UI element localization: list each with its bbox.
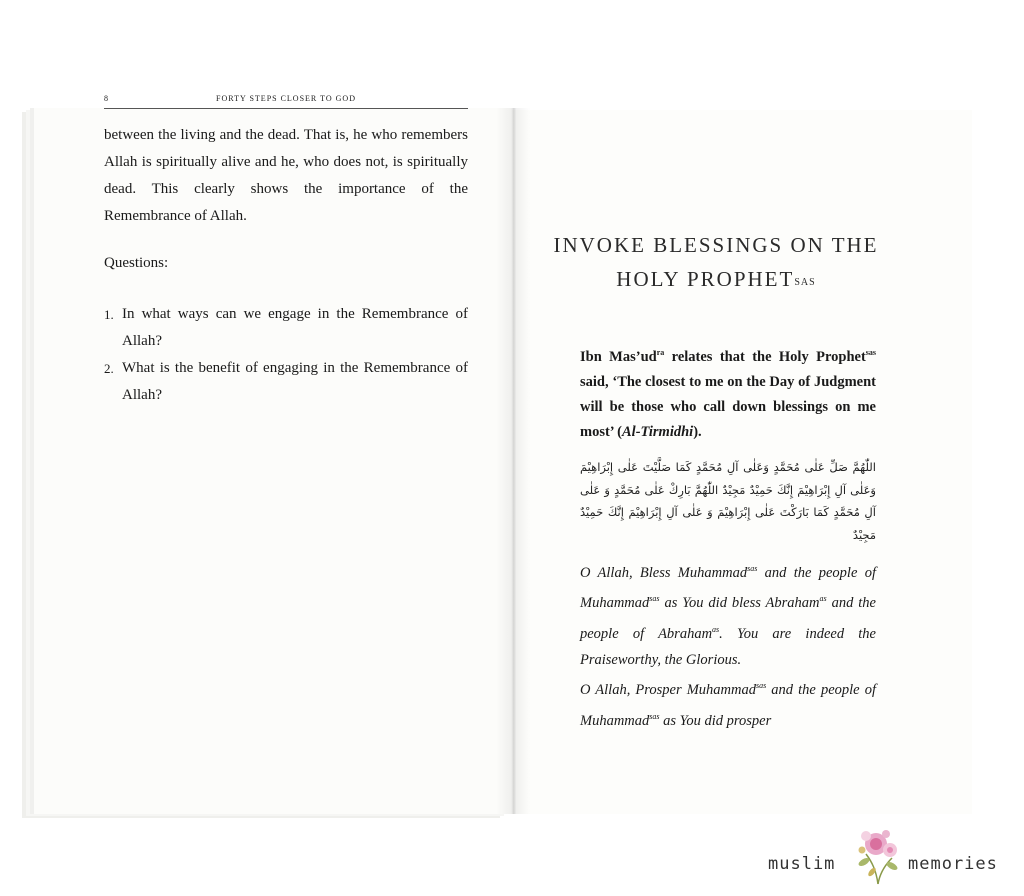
questions-list [104, 301, 468, 409]
translation-text: as You did bless Abraham [659, 595, 820, 612]
body-paragraph: between the living and the dead. That is, he who remembers Allah is spiritually alive and he, who does not, is spiritually dead. This clearly shows the importance of the Remembrance of Allah. [104, 127, 468, 224]
honorific-sup: as [712, 624, 720, 634]
arabic-prayer: اللّٰهُمَّ صَلِّ عَلٰى مُحَمَّدٍ وَعَلٰى آلِ مُحَمَّدٍ كَمَا صَلَّيْتَ عَلٰى إِبْرَاهِيْمَ وَعَلٰى آلِ إِبْرَاهِيْمَ إِنَّكَ حَمِيْدٌ مَجِيْدٌ اللّٰهُمَّ بَارِكْ عَلٰى مُحَمَّدٍ وَ عَلٰى آلِ مُحَمَّدٍ كَمَا بَارَكْتَ عَلٰى إِبْرَاهِيْمَ وَ عَلٰى آلِ إِبْرَاهِيْمَ إِنَّكَ حَمِيْدٌ مَجِيْدٌ [580, 460, 876, 542]
brand-word-2: memories [908, 854, 998, 874]
chapter-title-line-1: INVOKE BLESSINGS ON THE [553, 233, 879, 257]
honorific-sup: ra [656, 348, 665, 357]
hadith-text: ). [693, 423, 702, 440]
translation-text: O Allah, Prosper Muhammad [580, 682, 756, 699]
translation-text: as You did prosper [659, 712, 772, 729]
translation-text: and the people of Muhammad [580, 564, 876, 612]
honorific-sup: sas [865, 348, 877, 357]
translation-paragraph-1 [580, 556, 876, 673]
hadith-text: said, ‘The closest to me on the Day of Judgment will be those who call down blessings on me most’ ( [580, 373, 876, 440]
question-item [104, 355, 468, 409]
honorific-sup: sas [755, 681, 767, 691]
translation-text: and the people of Abraham [580, 595, 876, 642]
question-text: What is the benefit of engaging in the Remembrance of Allah? [122, 360, 468, 403]
hadith-text: Ibn Mas’ud [580, 348, 657, 365]
book-gutter [496, 108, 530, 814]
honorific-sup: sas [649, 594, 660, 604]
question-number: 1. [104, 307, 114, 322]
hadith-text: relates that the Holy Prophet [664, 348, 866, 365]
chapter-title [534, 228, 898, 296]
flower-bouquet-icon [846, 822, 910, 886]
chapter-title-line-2 [534, 262, 898, 296]
question-number: 2. [104, 361, 114, 376]
watermark-logo [768, 820, 1016, 890]
translation-paragraph-2 [580, 673, 876, 734]
question-item [104, 301, 468, 355]
honorific-sup: SAS [794, 277, 816, 288]
honorific-sup: sas [649, 711, 660, 721]
translation-text: . You are indeed the Praiseworthy, the Glorious. [580, 625, 876, 668]
left-page-body [104, 122, 468, 409]
running-title: FORTY STEPS CLOSER TO GOD [216, 94, 356, 103]
hadith-paragraph [580, 340, 876, 445]
hadith-source: Al-Tirmidhi [622, 423, 694, 440]
page-number: 8 [104, 94, 109, 103]
question-text: In what ways can we engage in the Remembrance of Allah? [122, 306, 468, 349]
running-head [104, 94, 468, 109]
honorific-sup: sas [747, 564, 758, 573]
translation-text: O Allah, Bless Muhammad [580, 564, 748, 581]
brand-word-1: muslim [768, 854, 836, 874]
questions-heading: Questions: [104, 255, 169, 271]
translation-block [580, 556, 876, 734]
honorific-sup: as [819, 594, 827, 604]
chapter-title-text: HOLY PROPHET [616, 267, 795, 291]
translation-text: and the people of Muhammad [580, 682, 876, 729]
